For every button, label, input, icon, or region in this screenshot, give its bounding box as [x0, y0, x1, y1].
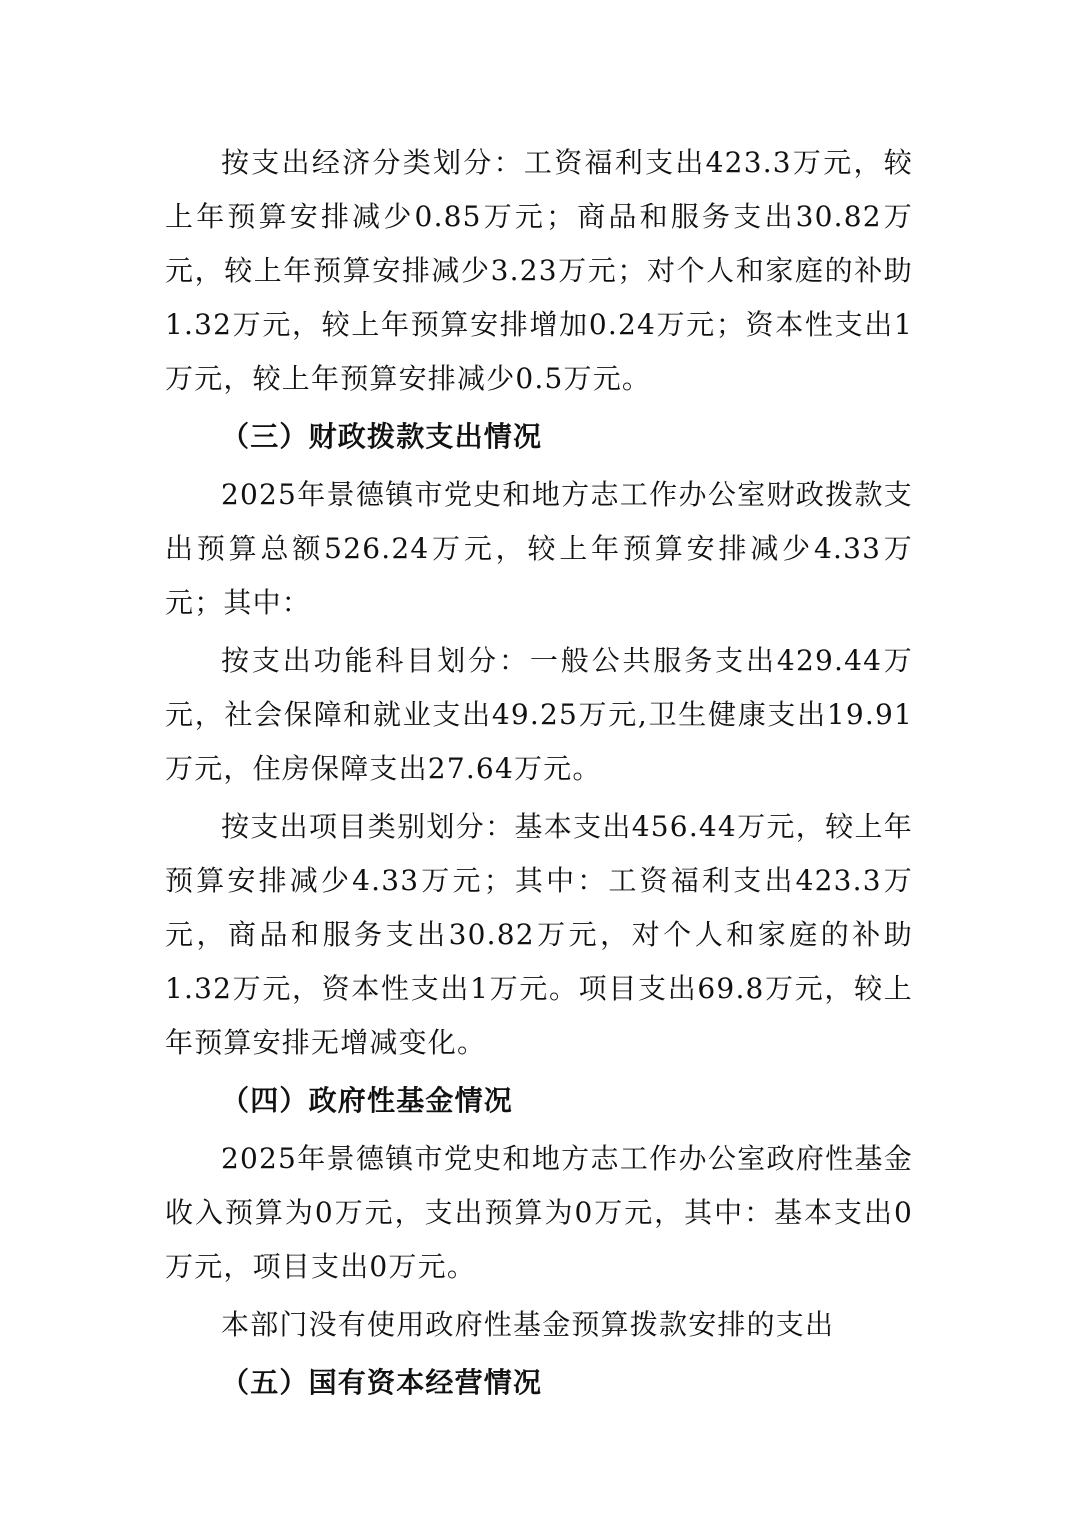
section-heading-state-capital: （五）国有资本经营情况	[221, 1366, 543, 1399]
section-heading-government-fund: （四）政府性基金情况	[221, 1084, 514, 1117]
paragraph-economic-classification: 按支出经济分类划分：工资福利支出423.3万元，较上年预算安排减少0.85万元；商品和服务支出30.82万元，较上年预算安排减少3.23万元；对个人和家庭的补助1.32万元，较上年预算安排增加0.24万元；资本性支出1万元，较上年预算安排减少0.5万元。	[165, 146, 913, 395]
paragraph-project-classification: 按支出项目类别划分：基本支出456.44万元，较上年预算安排减少4.33万元；其中：工资福利支出423.3万元，商品和服务支出30.82万元，对个人和家庭的补助1.32万元，资本性支出1万元。项目支出69.8万元，较上年预算安排无增减变化。	[165, 810, 913, 1059]
section-heading-fiscal-appropriation: （三）财政拨款支出情况	[221, 420, 543, 453]
paragraph-no-fund-use: 本部门没有使用政府性基金预算拨款安排的支出	[221, 1308, 835, 1341]
paragraph-fiscal-total: 2025年景德镇市党史和地方志工作办公室财政拨款支出预算总额526.24万元，较上年预算安排减少4.33万元；其中：	[165, 478, 913, 619]
document-body	[165, 136, 913, 1410]
paragraph-government-fund: 2025年景德镇市党史和地方志工作办公室政府性基金收入预算为0万元，支出预算为0万元，其中：基本支出0万元，项目支出0万元。	[165, 1142, 913, 1283]
paragraph-functional-classification: 按支出功能科目划分：一般公共服务支出429.44万元，社会保障和就业支出49.25万元,卫生健康支出19.91万元，住房保障支出27.64万元。	[165, 644, 913, 785]
